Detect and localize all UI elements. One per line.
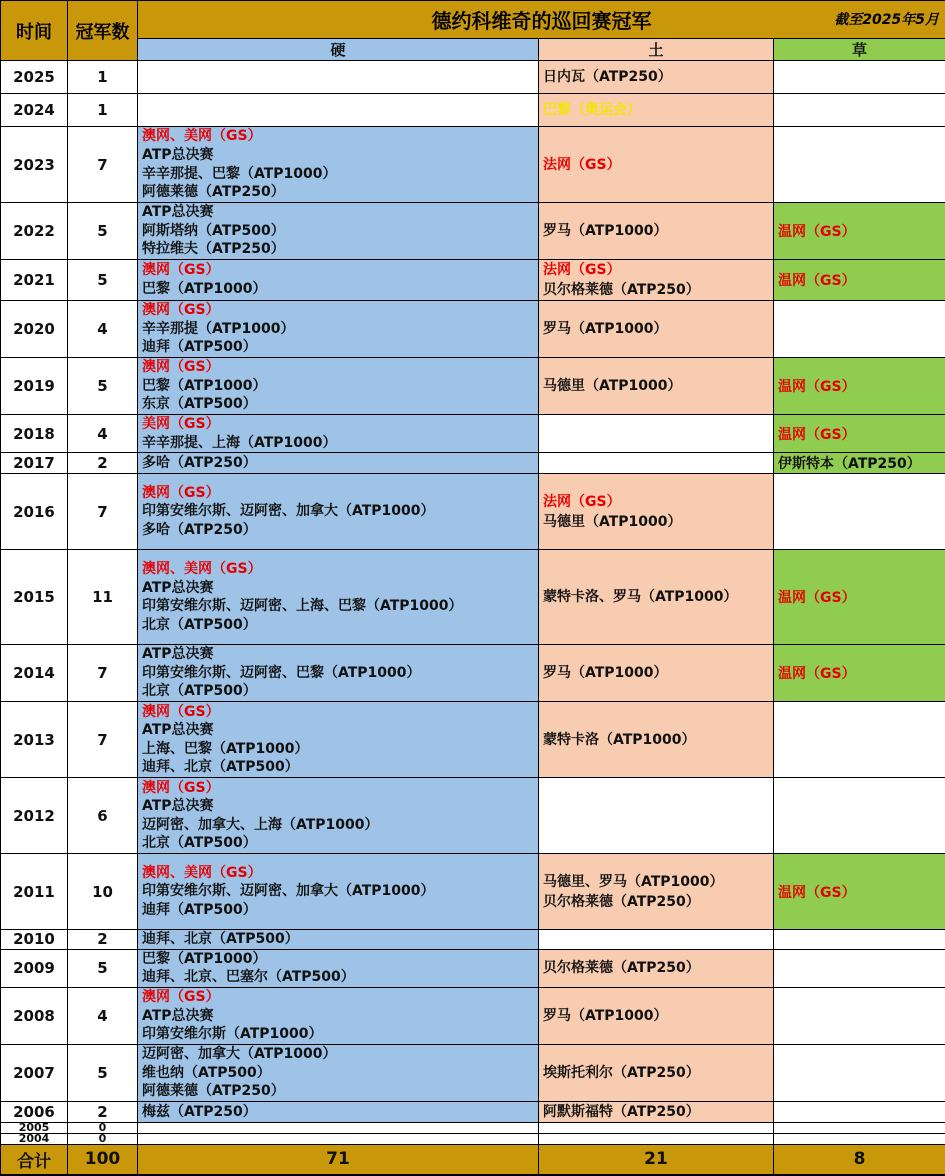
clay-cell: [539, 1101, 774, 1122]
hard-title-line: 北京（ATP500）: [142, 616, 257, 633]
total-grass: 8: [774, 1144, 945, 1174]
hard-title-line: 迪拜（ATP500）: [142, 901, 257, 918]
surface-hard-header: 硬: [138, 39, 539, 61]
year-cell: 2021: [1, 260, 68, 301]
hard-title-line: 辛辛那提、巴黎（ATP1000）: [142, 165, 337, 182]
hard-title-line: 辛辛那提（ATP1000）: [142, 320, 295, 337]
grass-cell: [774, 854, 945, 930]
year-cell: 2010: [1, 930, 68, 950]
hard-cell: [138, 1122, 539, 1133]
count-cell: 7: [68, 645, 138, 702]
hard-title-line: 迪拜、北京、巴塞尔（ATP500）: [142, 969, 355, 986]
clay-title-line: 巴黎（奥运会）: [543, 102, 641, 118]
hard-title-line: ATP总决赛: [142, 722, 214, 739]
hard-cell: [138, 1101, 539, 1122]
year-cell: 2006: [1, 1101, 68, 1122]
table-row: [1, 301, 945, 358]
grass-cell: [774, 702, 945, 778]
year-cell: 2023: [1, 127, 68, 203]
hard-title-line: 巴黎（ATP1000）: [142, 950, 267, 967]
count-cell: 0: [68, 1122, 138, 1133]
clay-title-line: 罗马（ATP1000）: [543, 1007, 668, 1024]
grass-cell: [774, 1122, 945, 1133]
count-cell: 2: [68, 1101, 138, 1122]
grass-title-line: 温网（GS）: [778, 379, 856, 395]
hard-title-line: 阿斯塔纳（ATP500）: [142, 222, 285, 239]
year-cell: 2007: [1, 1044, 68, 1101]
hard-title-line: 澳网（GS）: [142, 989, 220, 1006]
year-cell: 2008: [1, 987, 68, 1044]
hard-title-line: 巴黎（ATP1000）: [142, 281, 267, 297]
hard-title-line: 上海、巴黎（ATP1000）: [142, 740, 309, 757]
hard-cell: [138, 301, 539, 358]
hard-title-line: 维也纳（ATP500）: [142, 1064, 271, 1081]
hard-title-line: 北京（ATP500）: [142, 683, 257, 700]
count-cell: 11: [68, 550, 138, 645]
clay-title-line: 罗马（ATP1000）: [543, 321, 668, 337]
clay-cell: [539, 778, 774, 854]
hard-cell: [138, 358, 539, 415]
hard-cell: [138, 778, 539, 854]
year-cell: 2012: [1, 778, 68, 854]
hard-cell: [138, 127, 539, 203]
count-cell: 7: [68, 702, 138, 778]
table-row: [1, 1101, 945, 1122]
hard-title-line: 迪拜、北京（ATP500）: [142, 759, 299, 776]
count-cell: 6: [68, 778, 138, 854]
clay-title-line: 日内瓦（ATP250）: [543, 69, 672, 85]
hard-cell: [138, 203, 539, 260]
table-row: [1, 260, 945, 301]
table-row: [1, 930, 945, 950]
grass-cell: [774, 203, 945, 260]
table-row: [1, 1122, 945, 1133]
header-count: 冠军数: [68, 1, 138, 61]
hard-title-line: 北京（ATP500）: [142, 835, 257, 852]
count-cell: 4: [68, 301, 138, 358]
hard-cell: [138, 930, 539, 950]
hard-title-line: 迈阿密、加拿大（ATP1000）: [142, 1046, 337, 1063]
table-row: [1, 61, 945, 94]
table-row: [1, 453, 945, 474]
hard-title-line: 辛辛那提、上海（ATP1000）: [142, 434, 337, 451]
clay-cell: [539, 301, 774, 358]
clay-cell: [539, 645, 774, 702]
clay-title-line: 阿默斯福特（ATP250）: [543, 1103, 700, 1120]
hard-title-line: 澳网、美网（GS）: [142, 561, 262, 577]
hard-title-line: 梅兹（ATP250）: [142, 1103, 257, 1120]
hard-cell: [138, 1133, 539, 1144]
hard-title-line: 澳网（GS）: [142, 302, 220, 319]
clay-cell: [539, 930, 774, 950]
hard-title-line: 阿德莱德（ATP250）: [142, 184, 285, 201]
year-cell: 2019: [1, 358, 68, 415]
hard-cell: [138, 474, 539, 550]
hard-title-line: 迪拜（ATP500）: [142, 339, 257, 356]
clay-title-line: 马德里、罗马（ATP1000）: [543, 873, 724, 890]
count-cell: 2: [68, 453, 138, 474]
grass-cell: [774, 645, 945, 702]
grass-cell: [774, 949, 945, 987]
clay-title-line: 罗马（ATP1000）: [543, 223, 668, 239]
table-row: [1, 358, 945, 415]
hard-title-line: 澳网（GS）: [142, 262, 220, 279]
clay-cell: [539, 203, 774, 260]
clay-cell: [539, 987, 774, 1044]
hard-cell: [138, 61, 539, 94]
count-cell: 1: [68, 94, 138, 127]
title-text: 德约科维奇的巡回赛冠军: [431, 9, 652, 33]
hard-cell: [138, 260, 539, 301]
clay-title-line: 罗马（ATP1000）: [543, 665, 668, 682]
hard-title-line: 迈阿密、加拿大、上海（ATP1000）: [142, 816, 379, 833]
clay-cell: [539, 1044, 774, 1101]
hard-title-line: 多哈（ATP250）: [142, 521, 257, 538]
grass-title-line: 温网（GS）: [778, 590, 856, 607]
year-cell: 2005: [1, 1122, 68, 1133]
clay-cell: [539, 702, 774, 778]
hard-title-line: 澳网（GS）: [142, 484, 220, 501]
hard-cell: [138, 949, 539, 987]
hard-title-line: 印第安维尔斯（ATP1000）: [142, 1026, 323, 1043]
clay-title-line: 埃斯托利尔（ATP250）: [543, 1064, 700, 1081]
grass-cell: [774, 301, 945, 358]
clay-cell: [539, 854, 774, 930]
count-cell: 7: [68, 474, 138, 550]
year-cell: 2022: [1, 203, 68, 260]
clay-cell: [539, 127, 774, 203]
table-row: [1, 203, 945, 260]
clay-title-line: 法网（GS）: [543, 156, 621, 173]
hard-title-line: ATP总决赛: [142, 1007, 214, 1024]
table-row: [1, 94, 945, 127]
hard-title-line: 阿德莱德（ATP250）: [142, 1083, 285, 1100]
hard-title-line: ATP总决赛: [142, 204, 214, 221]
header-year: 时间: [1, 1, 68, 61]
table-row: [1, 702, 945, 778]
total-clay: 21: [539, 1144, 774, 1174]
hard-cell: [138, 453, 539, 474]
clay-title-line: 蒙特卡洛（ATP1000）: [543, 731, 696, 748]
count-cell: 7: [68, 127, 138, 203]
clay-title-line: 马德里（ATP1000）: [543, 513, 682, 530]
grass-title-line: 温网（GS）: [778, 273, 856, 289]
table-row: [1, 1133, 945, 1144]
grass-cell: [774, 1101, 945, 1122]
total-count: 100: [68, 1144, 138, 1174]
clay-cell: [539, 94, 774, 127]
count-cell: 5: [68, 203, 138, 260]
grass-cell: [774, 1133, 945, 1144]
count-cell: 5: [68, 1044, 138, 1101]
grass-cell: [774, 61, 945, 94]
hard-title-line: ATP总决赛: [142, 798, 214, 815]
clay-cell: [539, 415, 774, 453]
count-cell: 0: [68, 1133, 138, 1144]
grass-title-line: 温网（GS）: [778, 884, 856, 901]
grass-cell: [774, 358, 945, 415]
total-hard: 71: [138, 1144, 539, 1174]
clay-cell: [539, 453, 774, 474]
hard-cell: [138, 854, 539, 930]
year-cell: 2024: [1, 94, 68, 127]
grass-cell: [774, 474, 945, 550]
hard-title-line: 印第安维尔斯、迈阿密、巴黎（ATP1000）: [142, 664, 421, 681]
year-cell: 2025: [1, 61, 68, 94]
hard-title-line: 澳网（GS）: [142, 359, 220, 376]
grass-title-line: 温网（GS）: [778, 224, 856, 240]
hard-title-line: ATP总决赛: [142, 579, 214, 596]
hard-title-line: ATP总决赛: [142, 646, 214, 663]
count-cell: 4: [68, 415, 138, 453]
table-row: [1, 987, 945, 1044]
year-cell: 2016: [1, 474, 68, 550]
table-row: [1, 949, 945, 987]
hard-title-line: 美网（GS）: [142, 416, 220, 432]
clay-cell: [539, 61, 774, 94]
year-cell: 2017: [1, 453, 68, 474]
hard-cell: [138, 702, 539, 778]
grass-cell: [774, 1044, 945, 1101]
clay-title-line: 法网（GS）: [543, 493, 621, 510]
grass-cell: [774, 930, 945, 950]
count-cell: 5: [68, 949, 138, 987]
clay-title-line: 贝尔格莱德（ATP250）: [543, 960, 700, 977]
grass-cell: [774, 127, 945, 203]
hard-cell: [138, 1044, 539, 1101]
table-row: [1, 854, 945, 930]
table-row: [1, 127, 945, 203]
year-cell: 2013: [1, 702, 68, 778]
hard-title-line: ATP总决赛: [142, 146, 214, 163]
grass-cell: [774, 550, 945, 645]
hard-cell: [138, 987, 539, 1044]
year-cell: 2015: [1, 550, 68, 645]
grass-cell: [774, 94, 945, 127]
as-of-date: 截至2025年5月: [834, 12, 940, 28]
clay-title-line: 马德里（ATP1000）: [543, 378, 682, 394]
hard-title-line: 东京（ATP500）: [142, 396, 257, 413]
clay-title-line: 法网（GS）: [543, 262, 621, 278]
table-row: [1, 1044, 945, 1101]
clay-cell: [539, 1133, 774, 1144]
grass-cell: [774, 987, 945, 1044]
surface-clay-header: 土: [539, 39, 774, 61]
year-cell: 2014: [1, 645, 68, 702]
count-cell: 5: [68, 260, 138, 301]
table-row: [1, 474, 945, 550]
hard-cell: [138, 415, 539, 453]
hard-title-line: 澳网（GS）: [142, 779, 220, 796]
clay-cell: [539, 260, 774, 301]
clay-cell: [539, 550, 774, 645]
hard-title-line: 澳网、美网（GS）: [142, 128, 262, 145]
grass-cell: [774, 453, 945, 474]
hard-title-line: 印第安维尔斯、迈阿密、加拿大（ATP1000）: [142, 883, 435, 900]
clay-cell: [539, 1122, 774, 1133]
clay-cell: [539, 474, 774, 550]
hard-title-line: 澳网、美网（GS）: [142, 864, 262, 881]
hard-title-line: 印第安维尔斯、迈阿密、加拿大（ATP1000）: [142, 503, 435, 520]
table-row: [1, 550, 945, 645]
hard-cell: [138, 550, 539, 645]
count-cell: 2: [68, 930, 138, 950]
grass-cell: [774, 260, 945, 301]
hard-title-line: 多哈（ATP250）: [142, 454, 257, 471]
year-cell: 2011: [1, 854, 68, 930]
grass-cell: [774, 778, 945, 854]
count-cell: 1: [68, 61, 138, 94]
clay-cell: [539, 358, 774, 415]
table-row: [1, 415, 945, 453]
hard-title-line: 迪拜、北京（ATP500）: [142, 931, 299, 948]
hard-title-line: 特拉维夫（ATP250）: [142, 241, 285, 258]
clay-title-line: 贝尔格莱德（ATP250）: [543, 282, 700, 298]
table-row: [1, 778, 945, 854]
grass-cell: [774, 415, 945, 453]
hard-cell: [138, 645, 539, 702]
hard-title-line: 澳网（GS）: [142, 703, 220, 720]
clay-title-line: 蒙特卡洛、罗马（ATP1000）: [543, 589, 738, 606]
clay-cell: [539, 949, 774, 987]
year-cell: 2004: [1, 1133, 68, 1144]
total-label: 合计: [1, 1144, 68, 1174]
grass-title-line: 温网（GS）: [778, 426, 856, 443]
grass-title-line: 伊斯特本（ATP250）: [778, 456, 921, 473]
table-row: [1, 645, 945, 702]
surface-grass-header: 草: [774, 39, 945, 61]
count-cell: 10: [68, 854, 138, 930]
year-cell: 2020: [1, 301, 68, 358]
hard-title-line: 巴黎（ATP1000）: [142, 377, 267, 394]
clay-title-line: 贝尔格莱德（ATP250）: [543, 893, 700, 910]
year-cell: 2018: [1, 415, 68, 453]
hard-title-line: 印第安维尔斯、迈阿密、上海、巴黎（ATP1000）: [142, 598, 463, 615]
table-title: [138, 1, 945, 39]
hard-cell: [138, 94, 539, 127]
year-cell: 2009: [1, 949, 68, 987]
count-cell: 5: [68, 358, 138, 415]
grass-title-line: 温网（GS）: [778, 666, 856, 683]
count-cell: 4: [68, 987, 138, 1044]
